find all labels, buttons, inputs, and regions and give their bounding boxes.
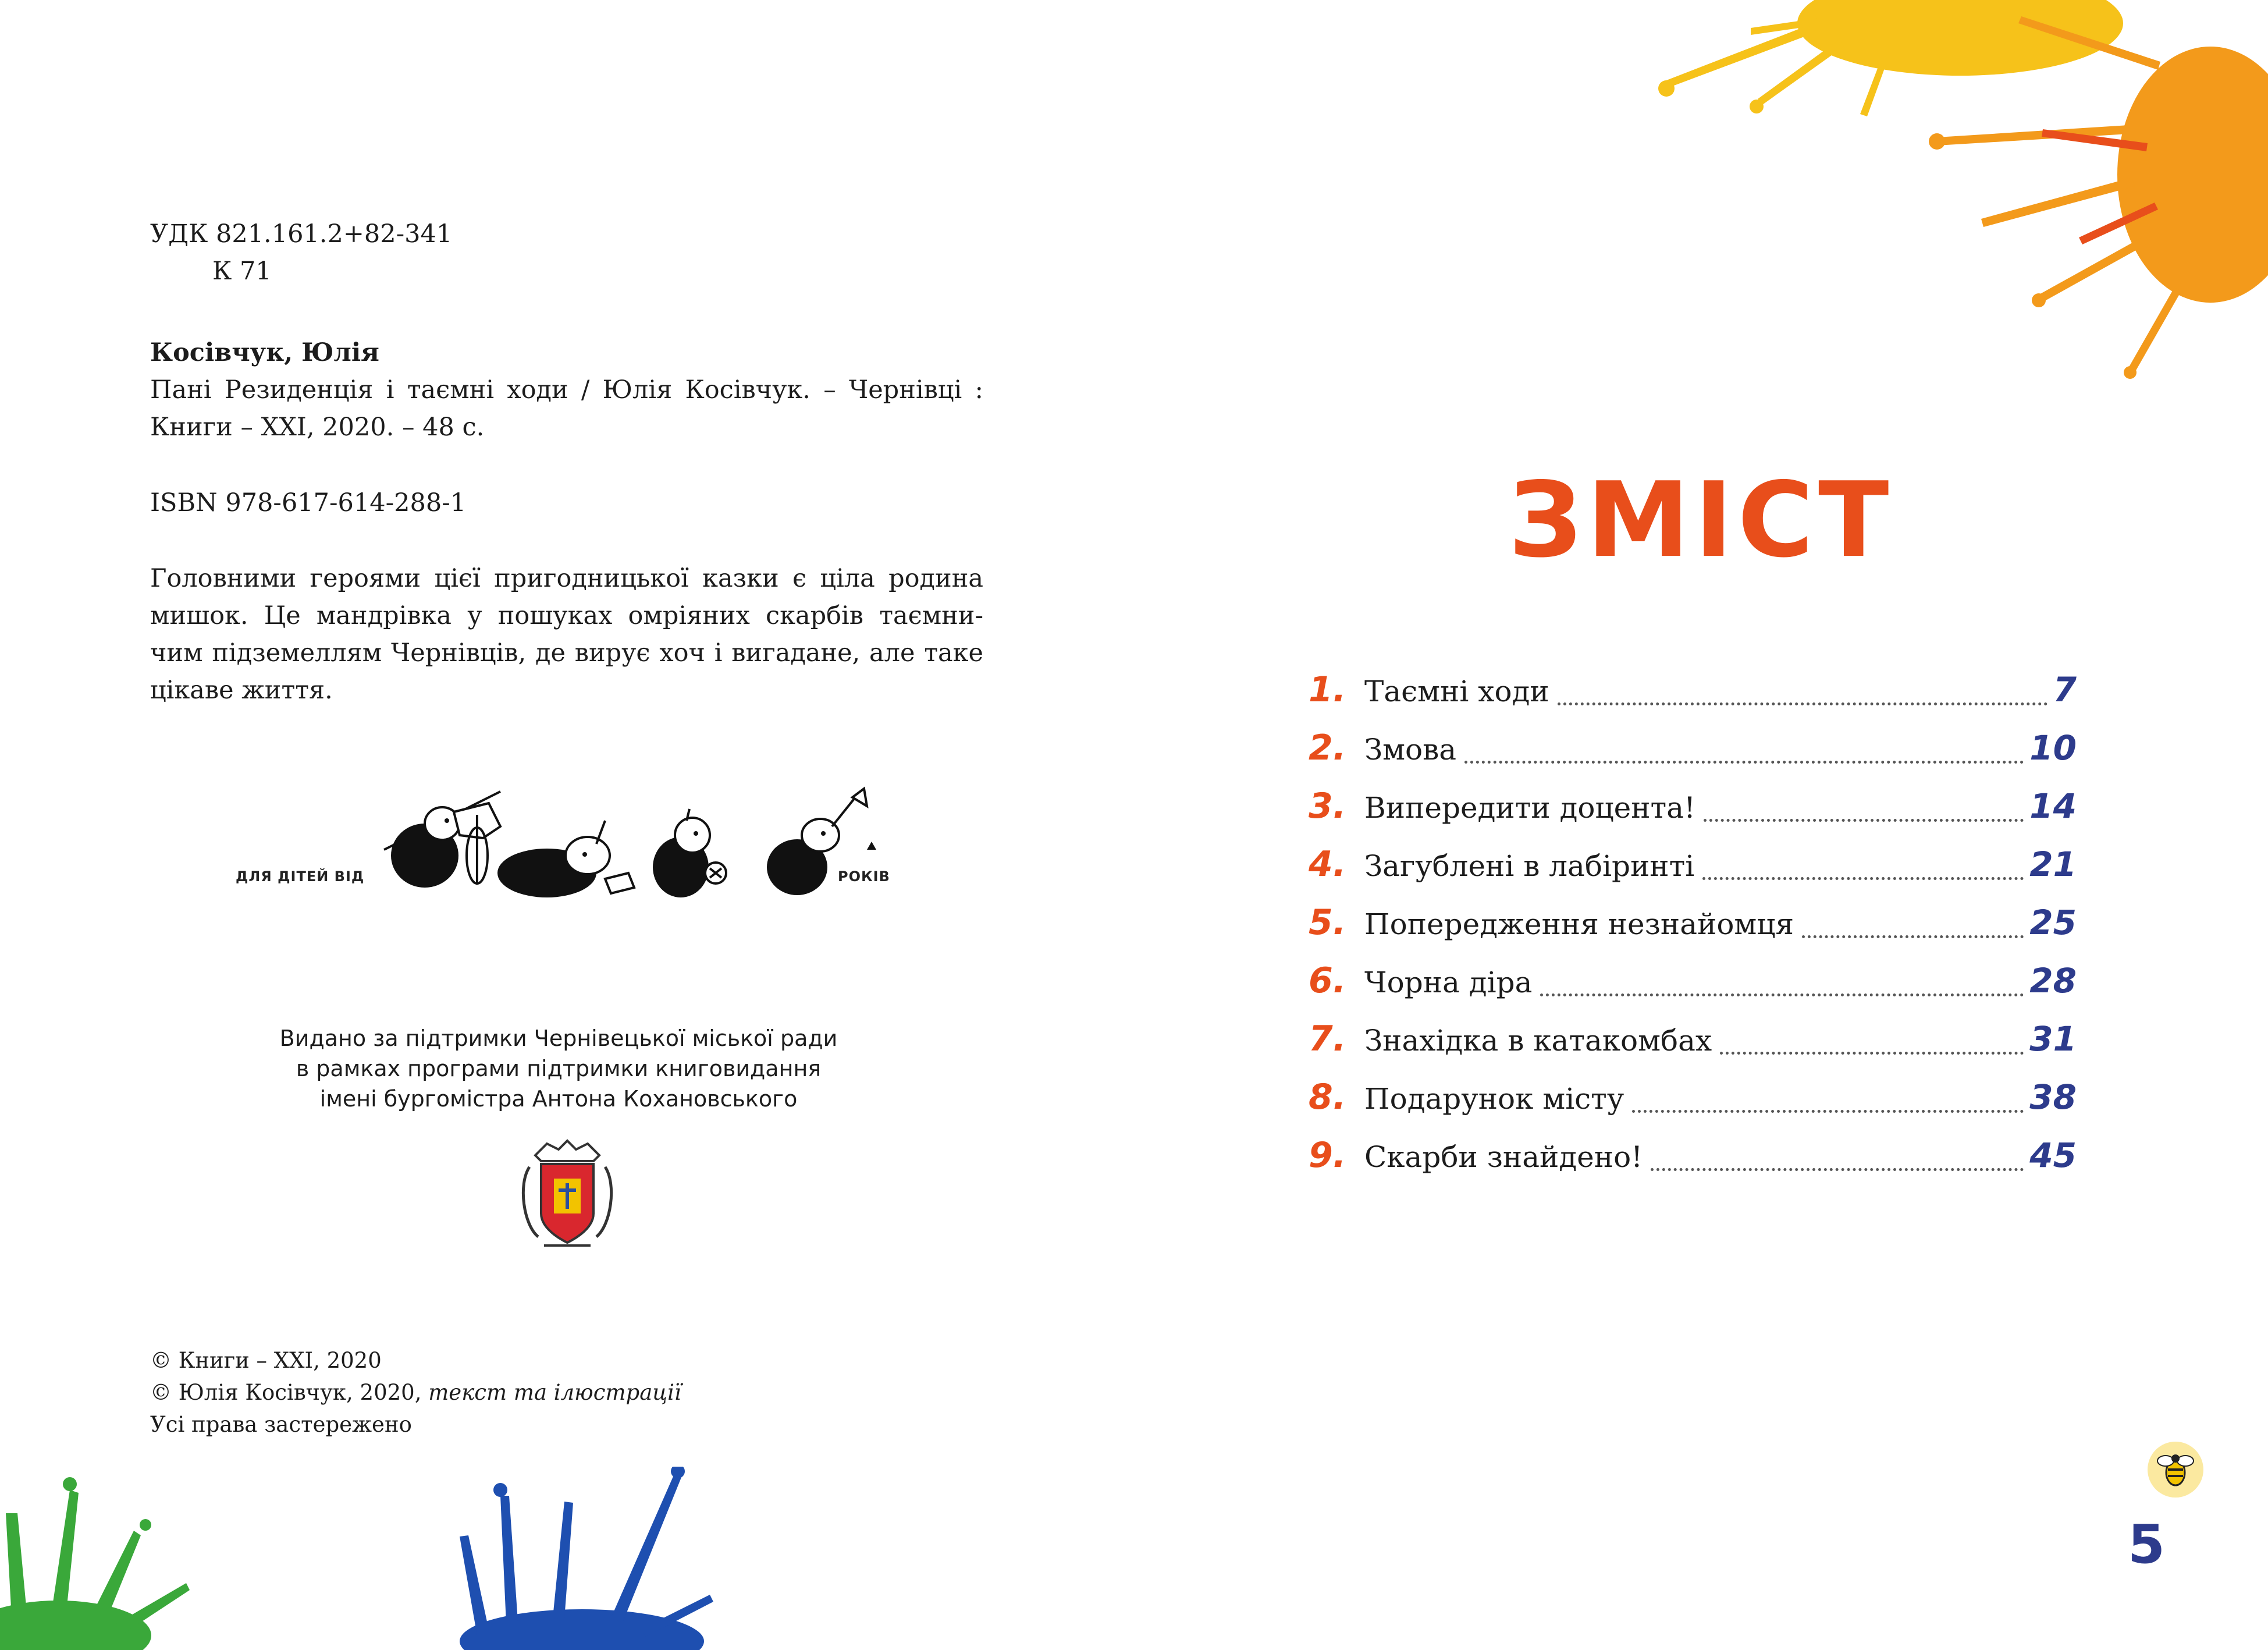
toc-entry[interactable] <box>1309 1077 2077 1123</box>
toc-entry-number: 2. <box>1309 728 1346 768</box>
toc-entry[interactable] <box>1309 1019 2077 1065</box>
support-line: в рамках програми підтримки книговидання <box>296 1056 822 1081</box>
copyright-author: © Юлія Косівчук, 2020, <box>150 1380 429 1405</box>
toc-entry-label: Загублені в лабіринті <box>1364 849 1695 883</box>
toc-leader-dots <box>1704 818 2024 822</box>
toc-entry-label: Подарунок місту <box>1364 1082 1624 1116</box>
bee-icon <box>2143 1438 2207 1502</box>
toc-entry-number: 9. <box>1309 1135 1346 1176</box>
support-text <box>268 1023 849 1114</box>
toc-entry-number: 5. <box>1309 902 1346 943</box>
toc-entry-label: Таємні ходи <box>1364 675 1549 708</box>
toc-entry[interactable] <box>1309 902 2077 949</box>
toc-entry-page: 14 <box>2029 786 2077 826</box>
age-label-suffix: РОКІВ <box>838 868 890 885</box>
toc-entry[interactable] <box>1309 669 2077 716</box>
toc-entry-label: Змова <box>1364 733 1457 767</box>
annotation-line: цікаве життя. <box>150 676 333 705</box>
toc-leader-dots <box>1558 702 2047 705</box>
toc-entry-label: Знахідка в катакомбах <box>1364 1024 1712 1058</box>
bbk-code: К 71 <box>212 257 272 286</box>
toc-entry-page: 31 <box>2029 1019 2077 1059</box>
toc-entry-page: 38 <box>2029 1077 2077 1117</box>
toc-leader-dots <box>1802 935 2024 938</box>
toc-entry-number: 1. <box>1309 669 1346 710</box>
toc-entry-page: 25 <box>2029 903 2077 942</box>
toc-entry-number: 7. <box>1309 1019 1346 1059</box>
toc-entry[interactable] <box>1309 844 2077 890</box>
toc-entry-label: Попередження незнайомця <box>1364 907 1794 941</box>
author-name: Косівчук, Юлія <box>150 338 379 367</box>
bibliographic-line-1: Пані Резиденція і таємні ходи / Юлія Косівчук. – Чернівці : <box>150 375 983 404</box>
toc-entry-page: 21 <box>2029 844 2077 884</box>
paint-splash-green-blue <box>0 1467 756 1650</box>
page-number: 5 <box>2128 1513 2166 1576</box>
mice-illustration <box>372 780 908 902</box>
right-page <box>1134 0 2268 1650</box>
toc-entry-page: 7 <box>2053 670 2077 709</box>
toc-entry-label: Випередити доцента! <box>1364 791 1696 825</box>
support-line: Видано за підтримки Чернівецької міської ради <box>279 1026 838 1051</box>
toc-entry-page: 28 <box>2029 961 2077 1000</box>
toc-leader-dots <box>1540 993 2024 996</box>
toc-entry-label: Скарби знайдено! <box>1364 1140 1643 1174</box>
toc-entry-page: 45 <box>2029 1136 2077 1175</box>
toc-entry[interactable] <box>1309 960 2077 1007</box>
paint-splash-yellow-orange <box>1541 0 2268 407</box>
toc-entry-number: 4. <box>1309 844 1346 885</box>
annotation-line: чим підземеллям Чернівців, де вирує хоч і вигадане, але таке <box>150 638 983 668</box>
isbn: ISBN 978-617-614-288-1 <box>150 488 467 517</box>
copyright-block <box>150 1344 681 1440</box>
toc-leader-dots <box>1702 877 2024 880</box>
toc-entry[interactable] <box>1309 786 2077 832</box>
annotation-line: Головними героями цієї пригодницької казки є ціла родина <box>150 564 983 593</box>
bibliographic-line-2: Книги – XXI, 2020. – 48 с. <box>150 413 485 442</box>
copyright-line <box>150 1376 681 1408</box>
toc-entry[interactable] <box>1309 1135 2077 1181</box>
copyright-note: текст та ілюстрації <box>428 1380 681 1405</box>
toc-leader-dots <box>1651 1168 2024 1171</box>
toc-entry-page: 10 <box>2029 728 2077 768</box>
toc-entry-label: Чорна діра <box>1364 966 1533 999</box>
copyright-line: © Книги – XXI, 2020 <box>150 1348 382 1373</box>
annotation-line: мишок. Це мандрівка у пошуках омріяних скарбів таємни- <box>150 601 983 630</box>
copyright-line: Усі права застережено <box>150 1412 412 1437</box>
udk-code: УДК 821.161.2+82-341 <box>150 219 453 249</box>
support-line: імені бургомістра Антона Кохановського <box>319 1086 798 1112</box>
toc-entry-number: 3. <box>1309 786 1346 826</box>
age-label-prefix: ДЛЯ ДІТЕЙ ВІД <box>236 868 365 885</box>
toc-leader-dots <box>1720 1051 2024 1055</box>
toc-title: ЗМІСТ <box>1508 460 1894 580</box>
toc-entry[interactable] <box>1309 728 2077 774</box>
coat-of-arms-icon <box>512 1138 623 1254</box>
toc-entry-number: 6. <box>1309 960 1346 1001</box>
toc-leader-dots <box>1632 1109 2024 1113</box>
toc-entry-number: 8. <box>1309 1077 1346 1117</box>
toc-leader-dots <box>1464 760 2024 764</box>
